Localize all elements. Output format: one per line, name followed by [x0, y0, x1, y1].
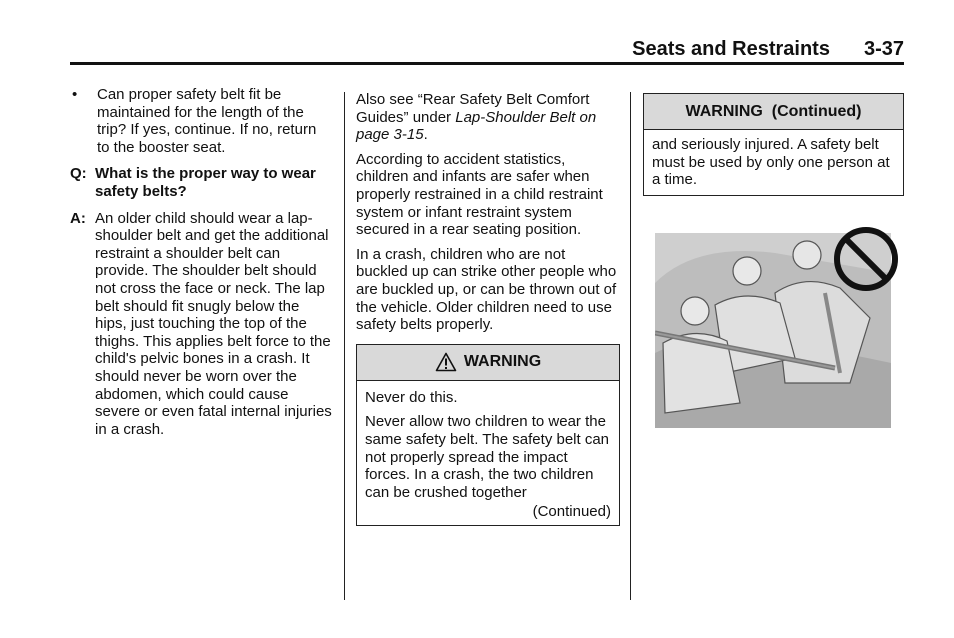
warning-continued-box [643, 93, 904, 196]
question-text: What is the proper way to wear safety belts? [95, 165, 316, 200]
see-also-text: Also see “Rear Safety Belt Comfort Guides” under [356, 91, 590, 126]
column-divider-2 [630, 92, 631, 600]
warning-text-1: Never do this. [365, 388, 458, 406]
warning-body [357, 381, 619, 525]
section-title: Seats and Restraints [632, 38, 830, 60]
bullet-item [70, 86, 332, 156]
column-2 [356, 91, 620, 526]
page-header [632, 38, 904, 61]
prohibited-sign-icon [833, 226, 899, 297]
bullet-text: Can proper safety belt fit be maintained for the length of the trip? If yes, continue. If no, return to the booster seat. [97, 86, 317, 156]
warning-continued-header: WARNING (Continued) [644, 94, 903, 130]
continued-label: (Continued) [532, 503, 611, 521]
warning-title: WARNING [463, 353, 542, 371]
warning-continued-body: and seriously injured. A safety belt must be used by only one person at a time. [652, 136, 890, 189]
see-also-end: . [423, 126, 428, 144]
bullet-mark: • [72, 86, 78, 103]
paragraph-crash: In a crash, children who are not buckled up can strike other people who are buckled up, or can be thrown out of the vehicle. Older children need to use safety belts properly. [356, 245, 617, 334]
answer-text: An older child should wear a lap-shoulder belt and get the additional restraint a shoulder belt can provide. The shoulder belt should not cross the face or neck. The lap belt should fit snugly below the hips, just touching the top of the thighs. This applies belt force to the child's pelvic bones in a crash. It should never be worn over the abdomen, which could cause severe or even fatal internal injuries in a crash. [95, 209, 332, 438]
answer [70, 210, 332, 439]
column-1 [70, 86, 332, 438]
paragraph-see-also [356, 91, 620, 144]
warning-header [357, 345, 619, 381]
warning-triangle-icon [435, 352, 457, 372]
question-tag: Q: [70, 165, 87, 183]
question [70, 165, 332, 200]
warning-text-2: Never allow two children to wear the same safety belt. The safety belt can not properly spread the impact forces. In a crash, the two children can be crushed together [365, 413, 610, 501]
page-number: 3-37 [863, 38, 904, 60]
illustration-shared-belt [655, 233, 891, 428]
answer-tag: A: [70, 209, 86, 227]
header-rule [70, 62, 904, 65]
warning-box [356, 344, 620, 526]
cross-reference-link[interactable]: Lap-Shoulder Belt on page 3-15 [356, 108, 597, 144]
paragraph-statistics: According to accident statistics, children and infants are safer when properly restrained in a child restraint system or infant restraint system secured in a rear seating position. [356, 150, 603, 239]
column-3 [643, 93, 904, 196]
column-divider-1 [344, 92, 345, 600]
